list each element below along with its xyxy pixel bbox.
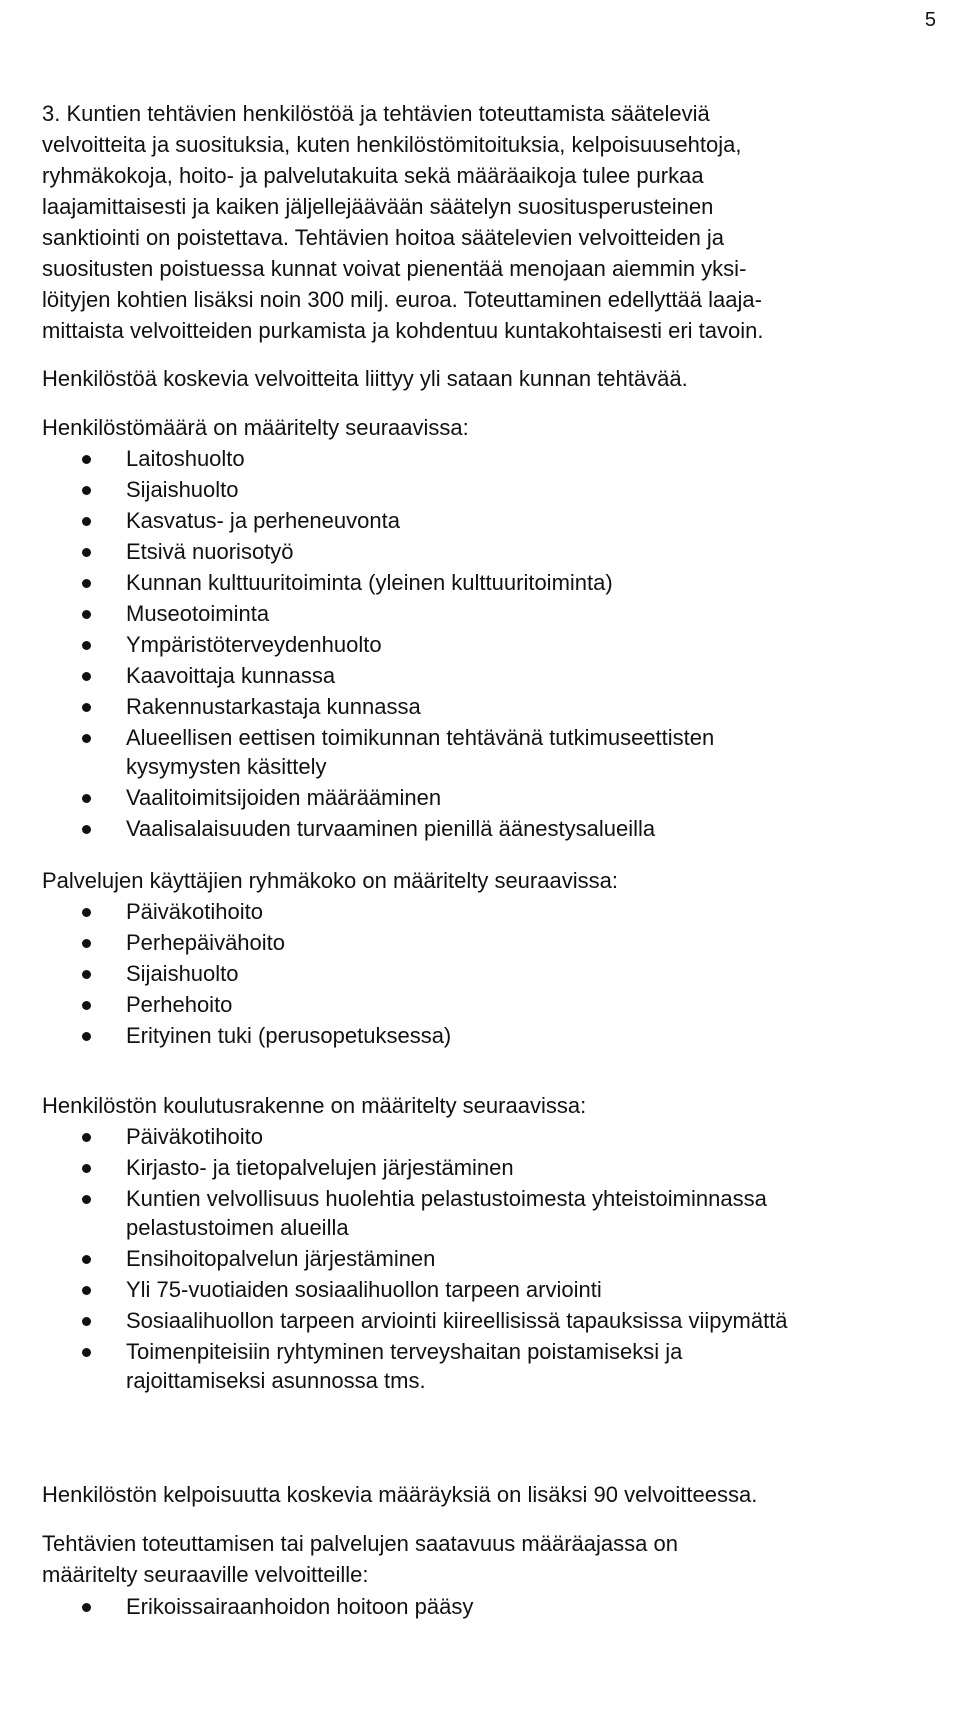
- list-item-text: Ensihoitopalvelun järjestäminen: [126, 1246, 436, 1271]
- bullet-icon: [82, 1348, 91, 1357]
- list-item-text: Sijaishuolto: [126, 961, 239, 986]
- bullet-icon: [82, 1133, 91, 1142]
- list-item-text: Kaavoittaja kunnassa: [126, 663, 336, 688]
- list-item-text: Päiväkotihoito: [126, 899, 263, 924]
- staffing-intro: Henkilöstömäärä on määritelty seuraavissa:: [42, 415, 469, 440]
- deadline-paragraph-line: määritelty seuraaville velvoitteille:: [42, 1562, 369, 1587]
- bullet-icon: [82, 641, 91, 650]
- bullet-icon: [82, 1317, 91, 1326]
- list-item-text: Ympäristöterveydenhuolto: [126, 632, 382, 657]
- bullet-icon: [82, 517, 91, 526]
- bullet-icon: [82, 970, 91, 979]
- paragraph-1-line: suositusten poistuessa kunnat voivat pienentää menojaan aiemmin yksi-: [42, 256, 747, 281]
- paragraph-1-line: 3. Kuntien tehtävien henkilöstöä ja tehtävien toteuttamista sääteleviä: [42, 101, 710, 126]
- paragraph-1-line: velvoitteita ja suosituksia, kuten henkilöstömitoituksia, kelpoisuusehtoja,: [42, 132, 742, 157]
- bullet-icon: [82, 794, 91, 803]
- bullet-icon: [82, 455, 91, 464]
- paragraph-1-line: mittaista velvoitteiden purkamista ja kohdentuu kuntakohtaisesti eri tavoin.: [42, 318, 764, 343]
- list-item-text: Erityinen tuki (perusopetuksessa): [126, 1023, 452, 1048]
- qualification-paragraph: Henkilöstön kelpoisuutta koskevia määräyksiä on lisäksi 90 velvoitteessa.: [42, 1482, 758, 1507]
- bullet-icon: [82, 672, 91, 681]
- list-item-text: Perhepäivähoito: [126, 930, 286, 955]
- bullet-icon: [82, 1001, 91, 1010]
- list-item-text: Kunnan kulttuuritoiminta (yleinen kulttuuritoiminta): [126, 570, 613, 595]
- list-item-text: Etsivä nuorisotyö: [126, 539, 294, 564]
- list-item-text: Alueellisen eettisen toimikunnan tehtävänä tutkimuseettisten: [126, 725, 715, 750]
- list-item-text: Museotoiminta: [126, 601, 270, 626]
- deadline-paragraph-line: Tehtävien toteuttamisen tai palvelujen saatavuus määräajassa on: [42, 1531, 678, 1556]
- bullet-icon: [82, 579, 91, 588]
- bullet-icon: [82, 486, 91, 495]
- list-item-text: Vaalisalaisuuden turvaaminen pienillä äänestysalueilla: [126, 816, 656, 841]
- list-item-text: Sosiaalihuollon tarpeen arviointi kiireellisissä tapauksissa viipymättä: [126, 1308, 788, 1333]
- bullet-icon: [82, 1032, 91, 1041]
- bullet-icon: [82, 548, 91, 557]
- list-item-text: Perhehoito: [126, 992, 233, 1017]
- bullet-icon: [82, 939, 91, 948]
- list-item-text: Kirjasto- ja tietopalvelujen järjestäminen: [126, 1155, 514, 1180]
- page-number: 5: [924, 9, 936, 31]
- bullet-icon: [82, 1286, 91, 1295]
- list-item-text: Toimenpiteisiin ryhtyminen terveyshaitan poistamiseksi ja: [126, 1339, 683, 1364]
- list-item-text: pelastustoimen alueilla: [126, 1215, 349, 1240]
- list-item-text: rajoittamiseksi asunnossa tms.: [126, 1368, 426, 1393]
- bullet-icon: [82, 734, 91, 743]
- group-size-intro: Palvelujen käyttäjien ryhmäkoko on määritelty seuraavissa:: [42, 868, 618, 893]
- list-item-text: Laitoshuolto: [126, 446, 245, 471]
- list-item-text: Erikoissairaanhoidon hoitoon pääsy: [126, 1594, 474, 1619]
- education-intro: Henkilöstön koulutusrakenne on määritelty seuraavissa:: [42, 1093, 587, 1118]
- paragraph-1-line: löityjen kohtien lisäksi noin 300 milj. euroa. Toteuttaminen edellyttää laaja-: [42, 287, 762, 312]
- bullet-icon: [82, 610, 91, 619]
- bullet-icon: [82, 908, 91, 917]
- list-item-text: Vaalitoimitsijoiden määrääminen: [126, 785, 442, 810]
- list-item-text: Päiväkotihoito: [126, 1124, 263, 1149]
- list-item-text: Sijaishuolto: [126, 477, 239, 502]
- list-item-text: Yli 75-vuotiaiden sosiaalihuollon tarpeen arviointi: [126, 1277, 602, 1302]
- list-item-text: Kasvatus- ja perheneuvonta: [126, 508, 400, 533]
- bullet-icon: [82, 1603, 91, 1612]
- list-item-text: Kuntien velvollisuus huolehtia pelastustoimesta yhteistoiminnassa: [126, 1186, 767, 1211]
- paragraph-1-line: laajamittaisesti ja kaiken jäljellejäävään säätelyn suositusperusteinen: [42, 194, 714, 219]
- paragraph-2: Henkilöstöä koskevia velvoitteita liittyy yli sataan kunnan tehtävää.: [42, 366, 688, 391]
- bullet-icon: [82, 825, 91, 834]
- bullet-icon: [82, 703, 91, 712]
- paragraph-1-line: sanktiointi on poistettava. Tehtävien hoitoa säätelevien velvoitteiden ja: [42, 225, 725, 250]
- bullet-icon: [82, 1255, 91, 1264]
- list-item-text: Rakennustarkastaja kunnassa: [126, 694, 421, 719]
- bullet-icon: [82, 1195, 91, 1204]
- paragraph-1-line: ryhmäkokoja, hoito- ja palvelutakuita sekä määräaikoja tulee purkaa: [42, 163, 704, 188]
- list-item-text: kysymysten käsittely: [126, 754, 327, 779]
- bullet-icon: [82, 1164, 91, 1173]
